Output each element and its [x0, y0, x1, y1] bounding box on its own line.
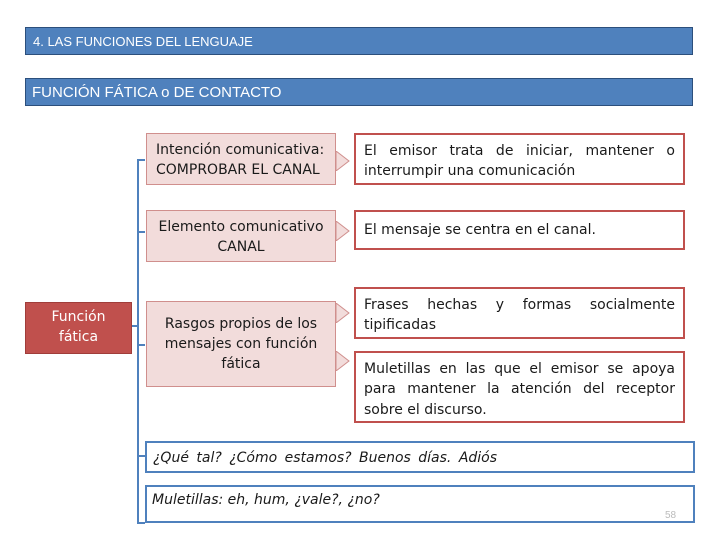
main-vertical-line [137, 159, 139, 523]
row-3-description-box-1 [354, 287, 685, 339]
example-box-1 [145, 441, 695, 473]
row-3-description-2: Muletillas en las que el emisor se apoya para mantener la atención del receptor sobre el discurso. [364, 361, 675, 418]
row-1-description: El emisor trata de iniciar, mantener o interrumpir una comunicación [364, 143, 675, 180]
row-2-label: Elemento comunicativo CANAL [158, 219, 324, 256]
row-1-label: Intención comunicativa: COMPROBAR EL CANAL [156, 142, 325, 179]
row-1-label-box [146, 133, 336, 185]
row-2-description-box [354, 210, 685, 250]
example-2: Muletillas: eh, hum, ¿vale?, ¿no? [152, 492, 380, 508]
page-number-text: 58 [665, 510, 677, 521]
root-label: Función fática [51, 309, 106, 345]
branch-line-1 [137, 159, 145, 161]
branch-line-3 [137, 344, 145, 346]
row-3-pointer-bottom [336, 351, 350, 371]
example-box-2 [145, 485, 695, 523]
page-number [665, 510, 676, 521]
row-3-description-1: Frases hechas y formas socialmente tipificadas [364, 297, 675, 334]
section-title-bar [25, 27, 693, 55]
row-3-pointer-top [336, 303, 350, 323]
row-2-description: El mensaje se centra en el canal. [364, 222, 596, 238]
subtitle-bar [25, 78, 693, 106]
branch-line-5 [137, 522, 145, 524]
example-1: ¿Qué tal? ¿Cómo estamos? Buenos días. Adiós [153, 450, 498, 466]
row-3-description-box-2 [354, 351, 685, 423]
row-2-label-box [146, 210, 336, 262]
section-title: 4. LAS FUNCIONES DEL LENGUAJE [33, 33, 253, 49]
row-3-label: Rasgos propios de los mensajes con función fática [164, 315, 318, 373]
branch-line-2 [137, 231, 145, 233]
subtitle: FUNCIÓN FÁTICA o DE CONTACTO [32, 83, 282, 101]
root-node [25, 302, 132, 354]
row-2-pointer [336, 221, 350, 241]
row-1-pointer [336, 151, 350, 171]
branch-line-4 [137, 455, 145, 457]
row-3-label-box [146, 301, 336, 387]
row-1-description-box [354, 133, 685, 185]
